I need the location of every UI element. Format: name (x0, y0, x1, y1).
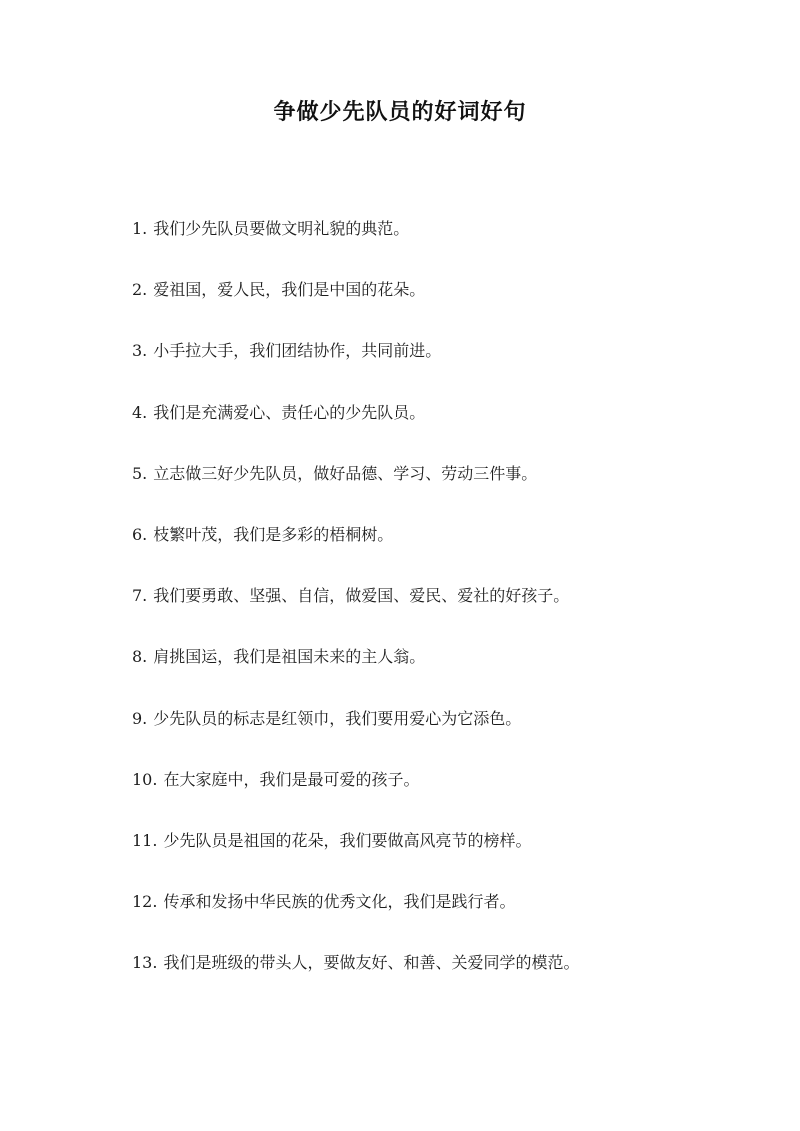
item-number: 5. (132, 463, 148, 483)
item-text: 爱祖国，爱人民，我们是中国的花朵。 (153, 280, 426, 300)
item-text: 小手拉大手，我们团结协作，共同前进。 (153, 341, 442, 361)
list-item (132, 765, 752, 794)
item-number: 7. (132, 586, 148, 606)
item-text: 我们少先队员要做文明礼貌的典范。 (153, 219, 410, 238)
item-number: 13. (132, 953, 158, 973)
item-number: 2. (132, 280, 148, 300)
list-item (132, 887, 752, 916)
list-item (132, 826, 752, 855)
item-text: 我们要勇敢、坚强、自信，做爱国、爱民、爱社的好孩子。 (153, 586, 570, 606)
item-number: 11. (132, 830, 158, 850)
item-number: 6. (132, 524, 148, 544)
item-text: 少先队员的标志是红领巾，我们要用爱心为它添色。 (153, 708, 522, 728)
item-number: 10. (132, 769, 158, 789)
list-item (132, 275, 752, 304)
list-item (132, 398, 752, 427)
item-text: 传承和发扬中华民族的优秀文化，我们是践行者。 (163, 892, 516, 912)
item-number: 9. (132, 708, 148, 728)
list-item (132, 336, 752, 365)
item-number: 12. (132, 892, 158, 912)
item-number: 8. (132, 647, 148, 667)
item-number: 3. (132, 341, 148, 361)
list-item (132, 214, 752, 243)
list-item (132, 459, 752, 488)
item-number: 4. (132, 402, 148, 422)
item-text: 少先队员是祖国的花朵，我们要做高风亮节的榜样。 (163, 830, 532, 850)
sentence-list (132, 214, 752, 1009)
list-item (132, 642, 752, 671)
list-item (132, 948, 752, 977)
item-text: 立志做三好少先队员，做好品德、学习、劳动三件事。 (153, 463, 538, 483)
list-item (132, 520, 752, 549)
item-number: 1. (132, 219, 148, 238)
list-item (132, 704, 752, 733)
item-text: 我们是充满爱心、责任心的少先队员。 (153, 402, 426, 422)
list-item (132, 581, 752, 610)
document-title: 争做少先队员的好词好句 (273, 99, 527, 125)
item-text: 我们是班级的带头人，要做友好、和善、关爱同学的模范。 (163, 953, 580, 973)
item-text: 肩挑国运，我们是祖国未来的主人翁。 (153, 647, 426, 667)
item-text: 在大家庭中，我们是最可爱的孩子。 (163, 769, 420, 789)
item-text: 枝繁叶茂，我们是多彩的梧桐树。 (153, 524, 394, 544)
